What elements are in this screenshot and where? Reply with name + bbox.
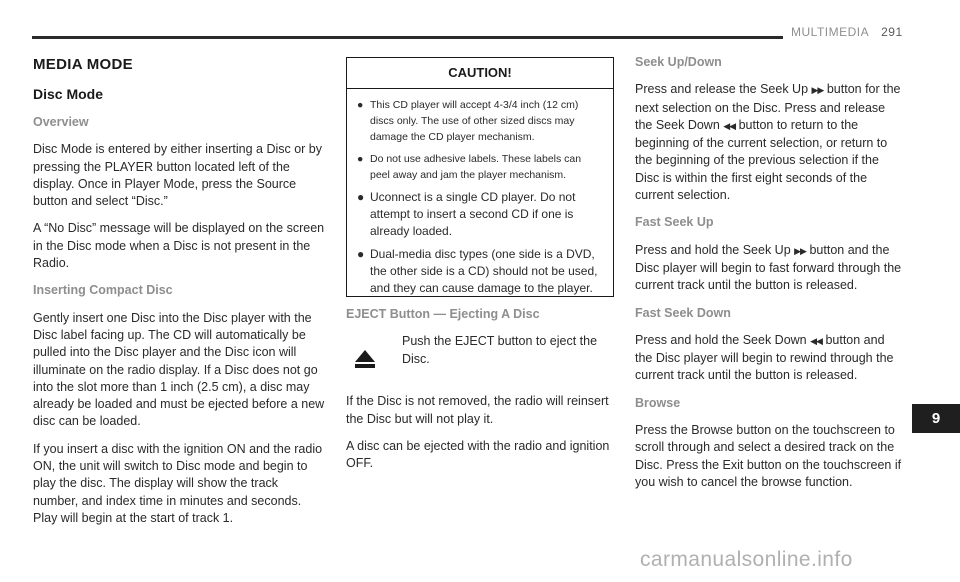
fast-seek-up-heading: Fast Seek Up bbox=[635, 215, 714, 230]
overview-heading: Overview bbox=[33, 115, 89, 129]
paragraph: If you insert a disc with the ignition ON and the radio ON, the unit will switch to Disc mode and begin to play the disc. The display will show the track number, and index time in minutes and seconds. Play will begin at the start of track 1. bbox=[33, 441, 323, 525]
column-1 bbox=[33, 114, 325, 537]
paragraph: A “No Disc” message will be displayed on the screen in the Disc mode when a Disc is not present in the Radio. bbox=[33, 221, 325, 271]
section-title: MEDIA MODE bbox=[33, 56, 133, 73]
header-rule bbox=[32, 36, 783, 39]
eject-icon bbox=[354, 349, 376, 369]
caution-item: ● Dual-media disc types (one side is a DVD, the other side is a CD) should not be used, and they can cause damage to the player. bbox=[357, 247, 598, 295]
paragraph: Press the Browse button on the touchscreen to scroll through and select a desired track on the Disc. Press the Exit button on the touchscreen if you wish to cancel the browse function. bbox=[635, 423, 902, 489]
paragraph: Gently insert one Disc into the Disc player with the Disc label facing up. The CD will automatically be pulled into the Disc player and the Disc icon will illuminate on the radio display. If a Disc does not go into the slot more than 1 inch (2.5 cm), a disc may already be loaded and must be ejected before a new disc can be loaded. bbox=[33, 310, 325, 429]
seek-up-icon: ▶▶ bbox=[811, 85, 824, 96]
inserting-heading: Inserting Compact Disc bbox=[33, 283, 173, 298]
caution-item: ● This CD player will accept 4-3/4 inch (12 cm) discs only. The use of other sized discs may damage the CD player mechanism. bbox=[357, 99, 579, 143]
paragraph: Press and release the Seek Up ▶▶ button for the next selection on the Disc. Press and release the Seek Down ◀◀ button to return to the beginning of the current selection, or return to the beginning of the previous selection if the Disc is within the first eight seconds of the current selection. bbox=[635, 82, 901, 203]
bullet-icon: ● bbox=[357, 247, 365, 261]
seek-down-icon: ◀◀ bbox=[723, 120, 736, 131]
running-header bbox=[791, 25, 903, 39]
bullet-icon: ● bbox=[357, 99, 364, 111]
fast-seek-down-heading: Fast Seek Down bbox=[635, 305, 731, 320]
bullet-icon: ● bbox=[357, 190, 365, 204]
eject-heading: EJECT Button — Ejecting A Disc bbox=[346, 307, 540, 321]
paragraph: Press and hold the Seek Up ▶▶ button and the Disc player will begin to fast forward through the current track until the button is released. bbox=[635, 242, 902, 293]
seek-heading: Seek Up/Down bbox=[635, 55, 722, 69]
caution-item: ● Do not use adhesive labels. These labels can peel away and jam the player mechanism. bbox=[357, 153, 582, 181]
caution-item: ● Uconnect is a single CD player. Do not attempt to insert a second CD if one is already loaded. bbox=[357, 190, 576, 238]
chapter-tab[interactable]: 9 bbox=[912, 404, 960, 433]
seek-down-icon: ◀◀ bbox=[810, 335, 822, 346]
column-2 bbox=[346, 306, 614, 482]
paragraph: A disc can be ejected with the radio and ignition OFF. bbox=[346, 438, 610, 471]
caution-list bbox=[347, 89, 613, 297]
watermark: carmanualsonline.info bbox=[640, 548, 853, 571]
browse-heading: Browse bbox=[635, 395, 681, 410]
eject-text: Push the EJECT button to eject the Disc. bbox=[402, 334, 598, 366]
column-3 bbox=[635, 54, 905, 501]
seek-up-icon: ▶▶ bbox=[794, 245, 806, 256]
caution-title: CAUTION! bbox=[347, 58, 613, 89]
paragraph: If the Disc is not removed, the radio will reinsert the Disc but will not play it. bbox=[346, 394, 609, 426]
bullet-icon: ● bbox=[357, 153, 364, 165]
sub-title: Disc Mode bbox=[33, 86, 104, 102]
paragraph: Press and hold the Seek Down ◀◀ button and the Disc player will begin to rewind through the current track until the button is released. bbox=[635, 332, 894, 383]
section-name: MULTIMEDIA bbox=[791, 25, 870, 39]
eject-row bbox=[346, 333, 614, 383]
paragraph: Disc Mode is entered by either inserting a Disc or by pressing the PLAYER button located left of the display. Once in Player Mode, press the Source button and select “Disc.” bbox=[33, 142, 323, 209]
caution-box bbox=[346, 57, 614, 297]
page-number: 291 bbox=[881, 25, 903, 39]
